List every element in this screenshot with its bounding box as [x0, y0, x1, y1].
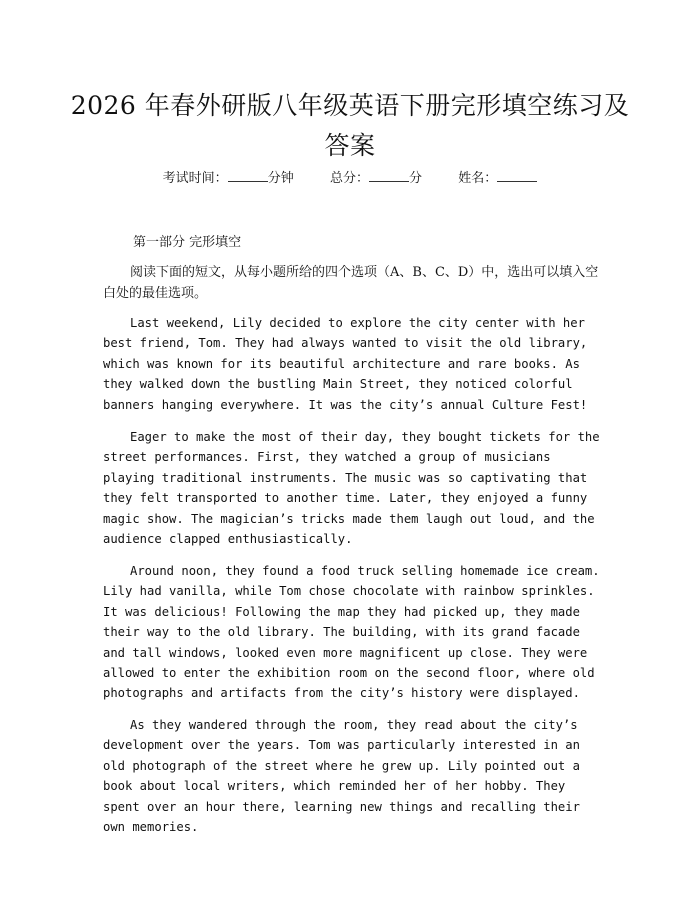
passage-paragraph-3: Around noon, they found a food truck selling homemade ice cream. Lily had vanilla, while Tom chose chocolate with rainbow sprinkles. It was delicious! Following the map they had picked up, they made their way to the old library. The building, with its grand facade and tall windows, looked even more magnificent up close. They were allowed to enter the exhibition room on the second floor, where old photographs and artifacts from the city’s history were displayed.: [103, 564, 600, 701]
document-title: 2026 年春外研版八年级英语下册完形填空练习及答案: [70, 91, 630, 160]
passage-paragraph-4: As they wandered through the room, they read about the city’s development over the years. Tom was particularly interested in an old photograph of the street where he grew up. Lily pointed out a book about local writers, which reminded her of her hobby. They spent over an hour there, learning new things and recalling their own memories.: [103, 718, 580, 835]
name-label: 姓名：: [458, 171, 498, 186]
name-blank: [497, 169, 537, 182]
section-heading: 第一部分 完形填空: [133, 235, 242, 250]
instructions: 阅读下面的短文，从每小题所给的四个选项（A、B、C、D）中，选出可以填入空白处的最佳选项。: [103, 265, 599, 301]
time-blank: [228, 169, 268, 182]
score-unit: 分: [409, 171, 423, 186]
exam-meta-line: [0, 167, 700, 186]
time-unit: 分钟: [267, 171, 294, 186]
score-blank: [369, 169, 409, 182]
passage-paragraph-1: Last weekend, Lily decided to explore the city center with her best friend, Tom. They had always wanted to visit the old library, which was known for its beautiful architecture and rare books. As they walked down the bustling Main Street, they noticed colorful banners hanging everywhere. It was the city’s annual Culture Fest!: [103, 316, 588, 412]
time-label: 考试时间：: [162, 171, 228, 186]
score-label: 总分：: [329, 171, 369, 186]
passage-paragraph-2: Eager to make the most of their day, they bought tickets for the street performances. First, they watched a group of musicians playing traditional instruments. The music was so captivating that they felt transported to another time. Later, they enjoyed a funny magic show. The magician’s tricks made them laugh out loud, and the audience clapped enthusiastically.: [103, 430, 600, 547]
